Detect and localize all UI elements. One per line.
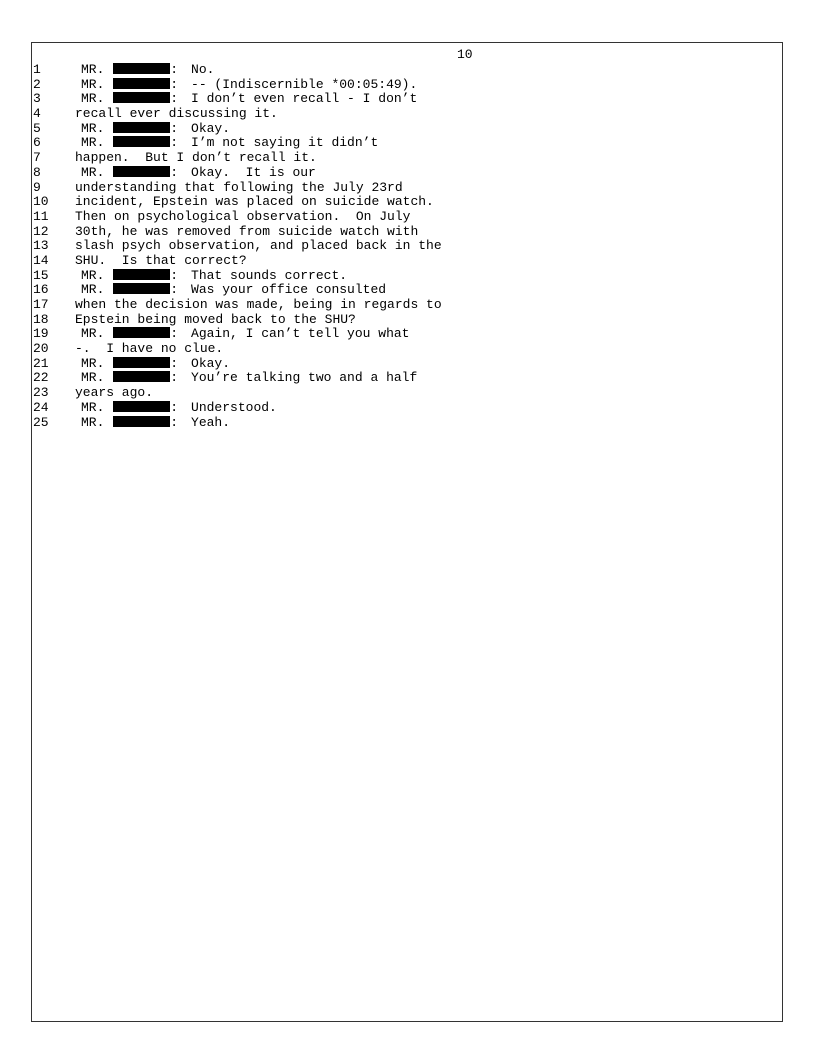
speaker-colon: : [170,76,179,92]
transcript-line [33,195,778,210]
speaker-title: MR. [81,62,105,77]
redacted-name-bar [113,371,170,382]
speech-text: Was your office consulted [191,282,387,298]
line-text [75,225,418,240]
transcript-line [33,298,778,313]
line-number: 4 [33,106,41,122]
redacted-name-bar [113,92,170,103]
line-text [75,386,153,401]
speaker-colon: : [170,399,179,415]
speaker-colon: : [170,267,179,283]
transcript-line [33,92,778,107]
line-text [75,151,317,166]
speech-text: happen. But I don’t recall it. [75,150,317,166]
transcript-line [33,283,778,298]
line-text [81,92,417,107]
speech-text: That sounds correct. [191,267,348,283]
redacted-name-bar [113,166,170,177]
transcript-line [33,269,778,284]
speaker-title: MR. [81,135,105,151]
speech-text: when the decision was made, being in regards to [75,297,442,312]
line-text [81,78,417,93]
line-number: 9 [33,179,41,195]
transcript-line [33,122,778,137]
redacted-name-bar [113,401,170,412]
line-number: 10 [33,194,49,210]
transcript-line [33,416,778,431]
transcript-line [33,254,778,269]
line-text [75,210,410,225]
transcript-line [33,313,778,328]
line-text [75,254,247,269]
speaker-title: MR. [81,399,105,415]
redacted-name-bar [113,416,170,427]
transcript-line [33,210,778,225]
line-text [75,342,223,357]
line-text [81,122,230,137]
line-number: 22 [33,370,49,386]
line-text [81,357,230,372]
speech-text: -. I have no clue. [75,341,224,357]
transcript-line [33,401,778,416]
speaker-colon: : [170,62,179,77]
redacted-name-bar [113,269,170,280]
transcript-body [33,63,778,430]
line-number: 1 [33,62,41,77]
speech-text: understanding that following the July 23rd [75,179,403,195]
speaker-title: MR. [81,414,105,430]
redacted-name-bar [113,78,170,89]
speaker-title: MR. [81,355,105,371]
line-text [75,107,278,122]
transcript-line [33,136,778,151]
line-text [81,371,417,386]
page-number: 10 [457,47,473,62]
transcript-line [33,386,778,401]
line-number: 20 [33,341,49,357]
line-text [81,283,386,298]
speech-text: No. [191,62,215,77]
speech-text: Understood. [191,399,277,415]
speaker-title: MR. [81,120,105,136]
line-text [75,195,434,210]
transcript-line [33,78,778,93]
transcript-line [33,342,778,357]
speaker-title: MR. [81,282,105,298]
redacted-name-bar [113,136,170,147]
speaker-colon: : [170,370,179,386]
line-text [81,136,378,151]
transcript-line [33,239,778,254]
speaker-colon: : [170,282,179,298]
transcript-line [33,225,778,240]
speaker-colon: : [170,135,179,151]
line-number: 25 [33,414,49,430]
speaker-title: MR. [81,164,105,180]
line-number: 23 [33,385,49,401]
line-number: 5 [33,120,41,136]
transcript-line [33,357,778,372]
redacted-name-bar [113,283,170,294]
line-text [75,239,442,254]
speaker-colon: : [170,326,179,342]
transcript-line [33,166,778,181]
line-number: 7 [33,150,41,166]
speech-text: Yeah. [191,414,231,430]
speech-text: Okay. [191,355,231,371]
transcript-line [33,371,778,386]
line-number: 14 [33,252,49,268]
line-text [75,181,403,196]
speech-text: years ago. [75,385,154,401]
speech-text: slash psych observation, and placed back in the [75,238,442,254]
transcript-line [33,181,778,196]
speech-text: Again, I can’t tell you what [191,326,410,342]
redacted-name-bar [113,357,170,368]
speech-text: I’m not saying it didn’t [191,135,379,151]
redacted-name-bar [113,122,170,133]
speech-text: You’re talking two and a half [191,370,418,386]
line-text [81,401,277,416]
line-number: 6 [33,135,41,151]
speaker-title: MR. [81,370,105,386]
line-text [81,416,230,431]
line-text [81,327,409,342]
speaker-colon: : [170,414,179,430]
speech-text: recall ever discussing it. [75,106,278,122]
line-number: 21 [33,355,49,371]
speech-text: Then on psychological observation. On July [75,208,411,224]
transcript-line [33,63,778,78]
line-number: 18 [33,311,49,327]
line-number: 19 [33,326,49,342]
line-number: 17 [33,297,49,312]
line-number: 15 [33,267,49,283]
line-number: 11 [33,208,49,224]
speaker-colon: : [170,164,179,180]
speaker-colon: : [170,91,179,107]
line-number: 13 [33,238,49,254]
line-number: 12 [33,223,49,239]
line-text [81,269,347,284]
speaker-title: MR. [81,76,105,92]
line-text [75,313,356,328]
line-text [75,298,442,313]
line-number: 2 [33,76,41,92]
speaker-colon: : [170,355,179,371]
speech-text: 30th, he was removed from suicide watch with [75,223,419,239]
transcript-line [33,151,778,166]
speech-text: Okay. [191,120,231,136]
redacted-name-bar [113,327,170,338]
line-text [81,63,214,78]
line-number: 3 [33,91,41,107]
speaker-title: MR. [81,91,105,107]
speech-text: Okay. It is our [191,164,316,180]
transcript-line [33,107,778,122]
speech-text: Epstein being moved back to the SHU? [75,311,356,327]
redacted-name-bar [113,63,170,74]
line-number: 16 [33,282,49,298]
line-number: 8 [33,164,41,180]
line-number: 24 [33,399,49,415]
line-text [81,166,316,181]
speech-text: -- (Indiscernible *00:05:49). [191,76,418,92]
speaker-colon: : [170,120,179,136]
speech-text: SHU. Is that correct? [75,252,247,268]
transcript-line [33,327,778,342]
speaker-title: MR. [81,326,105,342]
speech-text: incident, Epstein was placed on suicide watch. [75,194,434,210]
speech-text: I don’t even recall - I don’t [191,91,418,107]
speaker-title: MR. [81,267,105,283]
